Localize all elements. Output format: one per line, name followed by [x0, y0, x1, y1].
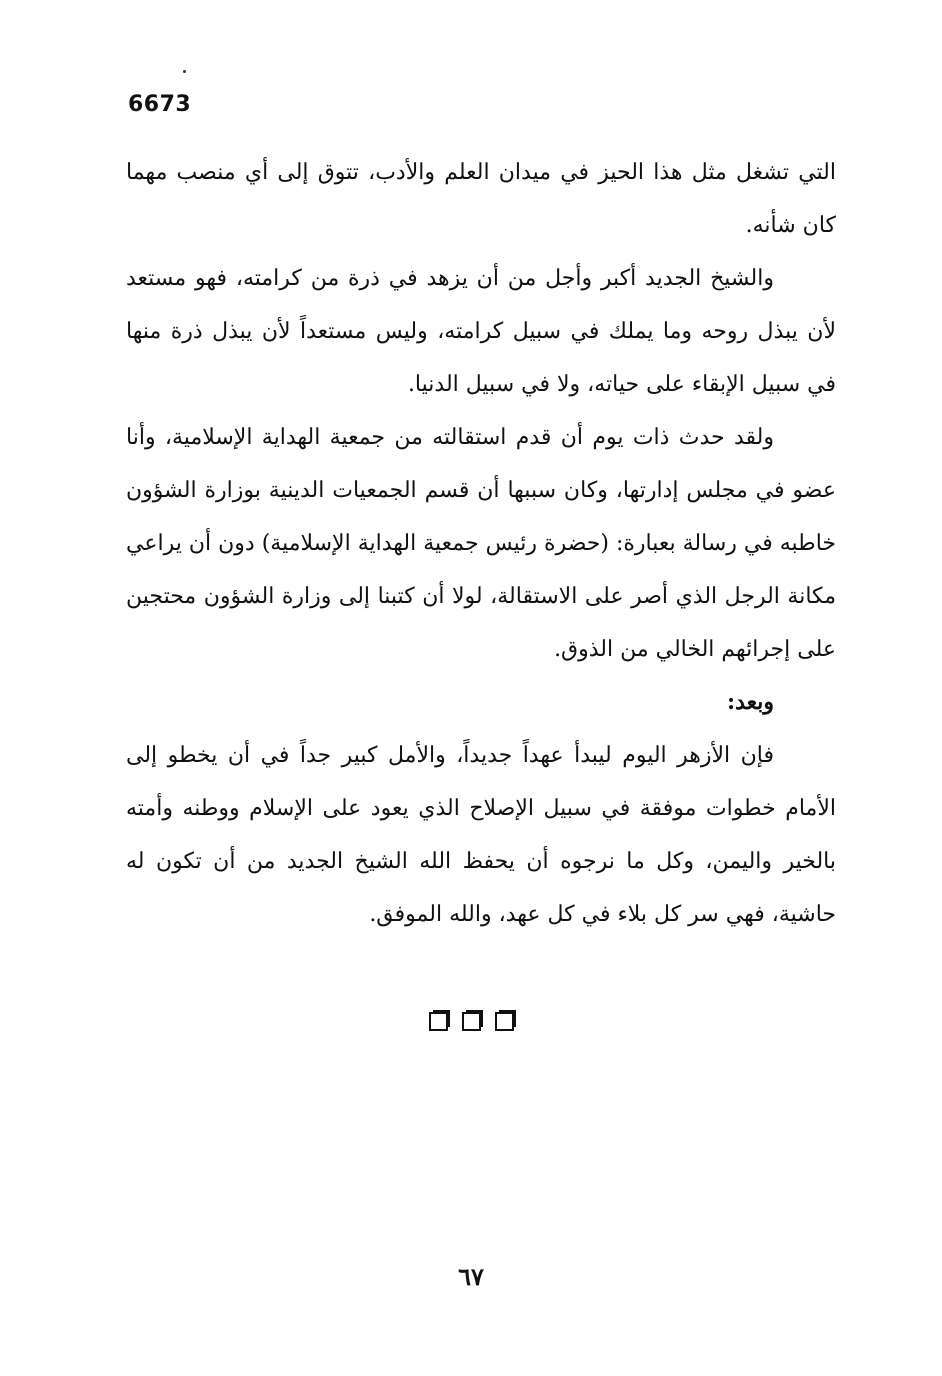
paragraph-continuation: التي تشغل مثل هذا الحيز في ميدان العلم والأدب، تتوق إلى أي منصب مهما كان شأنه.	[126, 160, 836, 238]
separator-square-icon	[429, 1012, 448, 1031]
paragraph-resignation: ولقد حدث ذات يوم أن قدم استقالته من جمعية الهداية الإسلامية، وأنا عضو في مجلس إدارتها، وكان سببها أن قسم الجمعيات الدينية بوزارة الشؤون خاطبه في رسالة بعبارة: (حضرة رئيس جمعية الهداية الإسلامية) دون أن يراعي مكانة الرجل الذي أصر على الاستقالة، لولا أن كتبنا إلى وزارة الشؤون محتجين على إجرائهم الخالي من الذوق.	[126, 425, 836, 662]
page-body	[126, 146, 836, 941]
page-number: ٦٧	[458, 1262, 484, 1291]
section-separator	[429, 1012, 514, 1031]
stray-dot	[183, 70, 186, 73]
document-number: 6673	[128, 92, 192, 117]
section-heading: وبعد:	[726, 689, 774, 715]
paragraph-azhar: فإن الأزهر اليوم ليبدأ عهداً جديداً، والأمل كبير جداً في أن يخطو إلى الأمام خطوات موفقة في سبيل الإصلاح الذي يعود على الإسلام ووطنه وأمته بالخير واليمن، وكل ما نرجوه أن يحفظ الله الشيخ الجديد من أن تكون له حاشية، فهي سر كل بلاء في كل عهد، والله الموفق.	[126, 743, 836, 927]
separator-square-icon	[495, 1012, 514, 1031]
paragraph-new-sheikh: والشيخ الجديد أكبر وأجل من أن يزهد في ذرة من كرامته، فهو مستعد لأن يبذل روحه وما يملك في سبيل كرامته، وليس مستعداً لأن يبذل ذرة منها في سبيل الإبقاء على حياته، ولا في سبيل الدنيا.	[126, 266, 836, 397]
separator-square-icon	[462, 1012, 481, 1031]
